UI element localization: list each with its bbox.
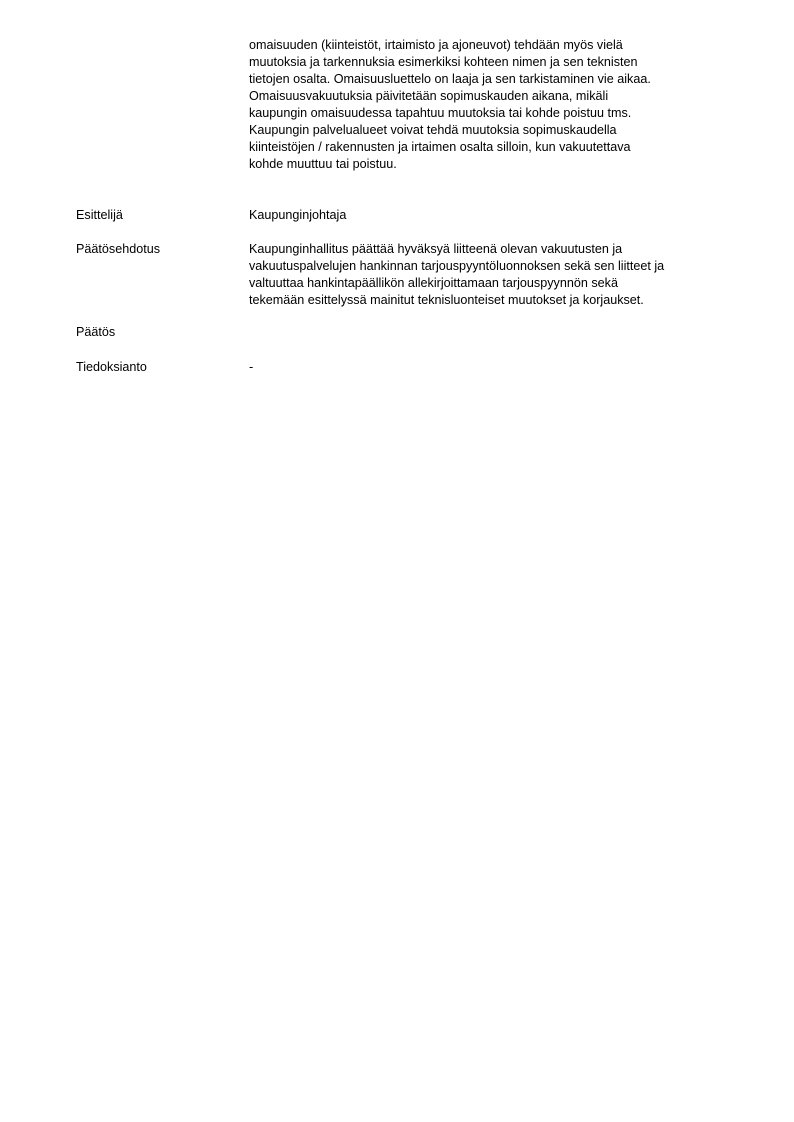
paatos-label: Päätös	[76, 325, 116, 339]
intro-line: tietojen osalta. Omaisuusluettelo on laaja ja sen tarkistaminen vie aikaa.	[249, 72, 651, 86]
intro-line: kiinteistöjen / rakennusten ja irtaimen osalta silloin, kun vakuutettava	[249, 140, 631, 154]
esittelija-label: Esittelijä	[76, 208, 123, 222]
paatosehdotus-line: tekemään esittelyssä mainitut teknisluonteiset muutokset ja korjaukset.	[249, 293, 644, 307]
intro-paragraph	[249, 37, 739, 173]
intro-line: kohde muuttuu tai poistuu.	[249, 157, 397, 171]
tiedoksianto-label: Tiedoksianto	[76, 360, 147, 374]
intro-line: Kaupungin palvelualueet voivat tehdä muutoksia sopimuskaudella	[249, 123, 617, 137]
paatosehdotus-line: valtuuttaa hankintapäällikön allekirjoittamaan tarjouspyynnön sekä	[249, 276, 618, 290]
paatosehdotus-label: Päätösehdotus	[76, 242, 161, 256]
esittelija-value: Kaupunginjohtaja	[249, 208, 347, 222]
paatosehdotus-line: Kaupunginhallitus päättää hyväksyä liitteenä olevan vakuutusten ja	[249, 242, 623, 256]
intro-line: muutoksia ja tarkennuksia esimerkiksi kohteen nimen ja sen teknisten	[249, 55, 638, 69]
paatosehdotus-line: vakuutuspalvelujen hankinnan tarjouspyyntöluonnoksen sekä sen liitteet ja	[249, 259, 665, 273]
intro-line: kaupungin omaisuudessa tapahtuu muutoksia tai kohde poistuu tms.	[249, 106, 632, 120]
intro-line: omaisuuden (kiinteistöt, irtaimisto ja ajoneuvot) tehdään myös vielä	[249, 38, 623, 52]
intro-line: Omaisuusvakuutuksia päivitetään sopimuskauden aikana, mikäli	[249, 89, 609, 103]
paatosehdotus-paragraph	[249, 241, 739, 309]
tiedoksianto-value: -	[249, 360, 254, 374]
